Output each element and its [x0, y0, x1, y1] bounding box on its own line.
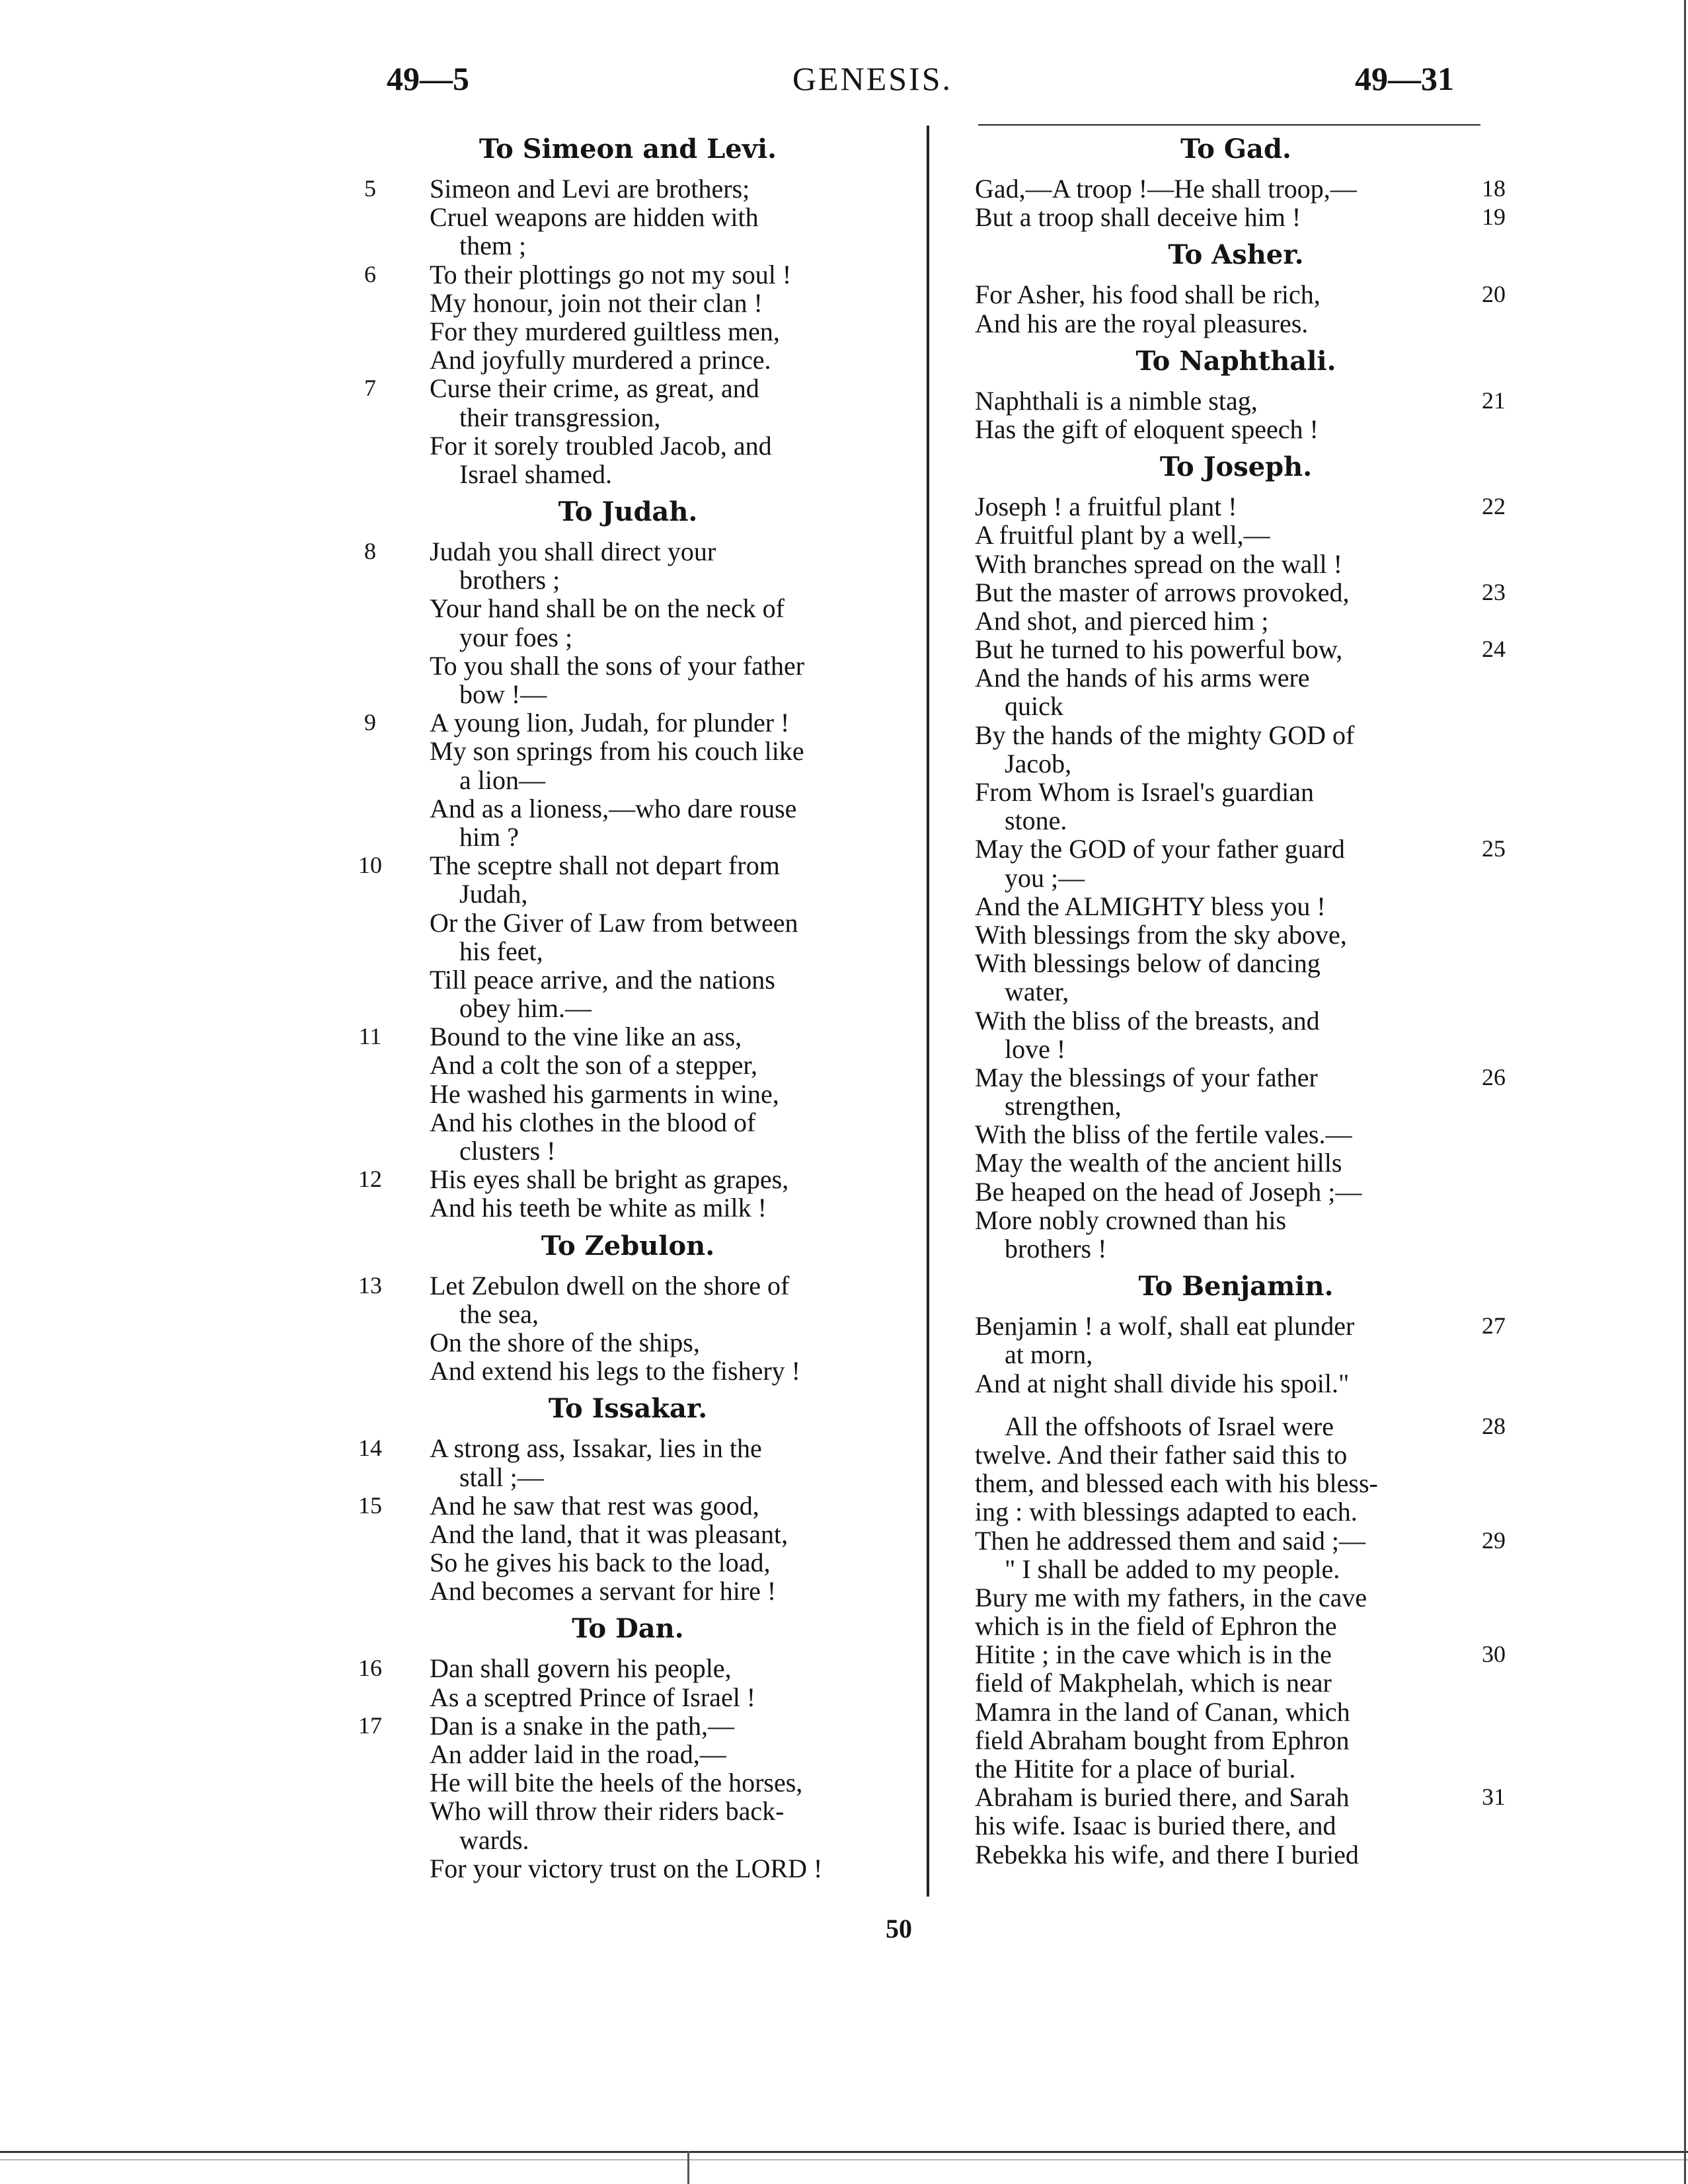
verse-line — [344, 566, 912, 594]
verse-line — [962, 1120, 1510, 1148]
verse-text: their transgression, — [459, 402, 661, 432]
verse-line — [962, 1063, 1510, 1092]
verse-text: And extend his legs to the fishery ! — [430, 1356, 800, 1386]
verse-text: His eyes shall be bright as grapes, — [430, 1164, 789, 1195]
verse-line — [344, 1165, 912, 1193]
verse-text: And his teeth be white as milk ! — [430, 1193, 767, 1223]
verse-number: 17 — [358, 1712, 382, 1739]
verse-text: Bound to the vine like an ass, — [430, 1022, 742, 1052]
verse-line — [962, 921, 1510, 949]
verse-text: He will bite the heels of the horses, — [430, 1768, 803, 1798]
verse-text: the Hitite for a place of burial. — [975, 1754, 1296, 1784]
verse-text: Abraham is buried there, and Sarah — [975, 1782, 1350, 1813]
verse-line — [344, 1712, 912, 1740]
section-heading: To Simeon and Levi. — [479, 133, 777, 165]
verse-text: Naphthali is a nimble stag, — [975, 385, 1258, 416]
verse-line — [344, 1271, 912, 1300]
verse-line — [344, 594, 912, 622]
verse-text: A young lion, Judah, for plunder ! — [430, 708, 790, 738]
verse-line — [962, 492, 1510, 521]
verse-text: them, and blessed each with his bless- — [975, 1468, 1378, 1499]
verse-line — [962, 1206, 1510, 1234]
verse-line — [962, 387, 1510, 415]
verse-text: Bury me with my fathers, in the cave — [975, 1582, 1367, 1612]
verse-text: For they murdered guiltless men, — [430, 316, 780, 346]
verse-line — [344, 794, 912, 823]
verse-text: And the hands of his arms were — [975, 663, 1310, 693]
section-heading: To Dan. — [572, 1613, 684, 1645]
header-left-reference: 49—5 — [387, 60, 469, 97]
verse-number: 13 — [358, 1271, 382, 1299]
section-heading: To Joseph. — [1159, 451, 1313, 483]
verse-number: 18 — [1482, 175, 1506, 202]
verse-text: ing : with blessings adapted to each. — [975, 1497, 1358, 1527]
verse-line — [962, 1148, 1510, 1177]
verse-number: 5 — [364, 175, 376, 202]
verse-text: " I shall be added to my people. — [1005, 1554, 1340, 1584]
verse-text: Dan is a snake in the path,— — [430, 1710, 734, 1741]
verse-line — [344, 1051, 912, 1079]
verse-number: 11 — [358, 1023, 382, 1050]
verse-line — [344, 1768, 912, 1797]
verse-text: water, — [1005, 977, 1069, 1007]
verse-number: 25 — [1482, 835, 1506, 862]
verse-line — [344, 374, 912, 402]
verse-text: All the offshoots of Israel were — [1005, 1411, 1334, 1441]
verse-line — [344, 203, 912, 231]
verse-text: As a sceptred Prince of Israel ! — [430, 1682, 756, 1712]
page-number: 50 — [886, 1914, 912, 1943]
verse-line — [962, 1640, 1510, 1669]
verse-text: May the GOD of your father guard — [975, 834, 1345, 864]
verse-number: 9 — [364, 709, 376, 736]
verse-text: the sea, — [459, 1299, 539, 1329]
section-heading: To Naphthali. — [1135, 345, 1336, 377]
verse-text: But he turned to his powerful bow, — [975, 634, 1343, 665]
verse-line — [962, 692, 1510, 720]
verse-line — [962, 864, 1510, 892]
verse-text: Then he addressed them and said ;— — [975, 1525, 1365, 1556]
verse-text: obey him.— — [459, 993, 592, 1024]
verse-line — [962, 892, 1510, 921]
verse-line — [344, 1137, 912, 1165]
verse-number: 27 — [1482, 1312, 1506, 1339]
verse-text: Simeon and Levi are brothers; — [430, 174, 750, 204]
verse-text: clusters ! — [459, 1136, 556, 1166]
verse-line — [962, 1369, 1510, 1398]
verse-number: 26 — [1482, 1063, 1506, 1090]
verse-number: 7 — [364, 375, 376, 402]
verse-line — [344, 680, 912, 708]
verse-text: Benjamin ! a wolf, shall eat plunder — [975, 1311, 1355, 1341]
verse-number: 20 — [1482, 281, 1506, 308]
verse-line — [344, 260, 912, 289]
verse-text: With the bliss of the fertile vales.— — [975, 1119, 1352, 1150]
verse-line — [962, 280, 1510, 309]
verse-text: And as a lioness,—who dare rouse — [430, 793, 797, 823]
verse-line — [962, 949, 1510, 977]
verse-text: On the shore of the ships, — [430, 1327, 700, 1357]
verse-text: And his clothes in the blood of — [430, 1107, 756, 1137]
section-heading: To Gad. — [1180, 133, 1291, 165]
verse-text: May the blessings of your father — [975, 1062, 1318, 1092]
verse-text: And at night shall divide his spoil." — [975, 1368, 1350, 1398]
verse-line — [962, 1234, 1510, 1263]
verse-line — [962, 1526, 1510, 1555]
verse-text: stone. — [1005, 806, 1067, 836]
verse-line — [962, 1412, 1510, 1441]
verse-line — [344, 1328, 912, 1357]
verse-line — [962, 1312, 1510, 1340]
verse-line — [962, 1092, 1510, 1120]
verse-text: brothers ! — [1005, 1234, 1107, 1263]
verse-number: 28 — [1482, 1412, 1506, 1439]
verse-line — [962, 1726, 1510, 1754]
verse-text: a lion— — [459, 765, 545, 795]
verse-text: his wife. Isaac is buried there, and — [975, 1811, 1336, 1841]
verse-text: Joseph ! a fruitful plant ! — [975, 492, 1237, 522]
verse-text: at morn, — [1005, 1339, 1093, 1370]
verse-text: Hitite ; in the cave which is in the — [975, 1639, 1332, 1670]
verse-line — [344, 432, 912, 460]
verse-text: Dan shall govern his people, — [430, 1653, 732, 1684]
verse-line — [962, 806, 1510, 835]
verse-line — [344, 994, 912, 1022]
verse-line — [344, 1683, 912, 1712]
verse-text: stall ;— — [459, 1462, 544, 1492]
verse-line — [962, 1698, 1510, 1726]
verse-line — [962, 835, 1510, 863]
verse-line — [344, 1826, 912, 1854]
verse-line — [344, 1080, 912, 1108]
verse-text: Who will throw their riders back- — [430, 1796, 785, 1826]
verse-text: And he saw that rest was good, — [430, 1490, 759, 1521]
verse-text: Your hand shall be on the neck of — [430, 593, 785, 624]
section-heading: To Judah. — [558, 496, 698, 528]
verse-text: A fruitful plant by a well,— — [975, 520, 1270, 550]
verse-line — [962, 663, 1510, 692]
verse-number: 14 — [358, 1435, 382, 1462]
verse-text: him ? — [459, 821, 519, 852]
verse-text: love ! — [1005, 1034, 1066, 1064]
left-column — [344, 126, 912, 1883]
verse-text: Gad,—A troop !—He shall troop,— — [975, 174, 1357, 204]
verse-number: 6 — [364, 260, 376, 287]
verse-text: For Asher, his food shall be rich, — [975, 280, 1321, 310]
verse-line — [962, 1840, 1510, 1869]
verse-line — [344, 231, 912, 260]
section-heading: To Issakar. — [548, 1393, 708, 1425]
verse-line — [344, 965, 912, 994]
verse-text: you ;— — [1005, 862, 1085, 893]
verse-line — [344, 1797, 912, 1825]
verse-line — [344, 652, 912, 680]
verse-text: Judah, — [459, 879, 528, 909]
verse-line — [344, 1854, 912, 1883]
verse-text: My honour, join not their clan ! — [430, 287, 763, 318]
verse-text: For your victory trust on the LORD ! — [430, 1853, 823, 1883]
verse-line — [344, 289, 912, 317]
verse-line — [962, 1469, 1510, 1497]
verse-line — [962, 174, 1510, 203]
verse-line — [344, 937, 912, 965]
verse-text: Or the Giver of Law from between — [430, 907, 798, 938]
verse-line — [344, 174, 912, 203]
verse-line — [962, 1754, 1510, 1783]
verse-text: But a troop shall deceive him ! — [975, 202, 1301, 233]
verse-line — [344, 1193, 912, 1222]
verse-text: Has the gift of eloquent speech ! — [975, 414, 1319, 444]
verse-line — [344, 1491, 912, 1520]
verse-text: From Whom is Israel's guardian — [975, 777, 1315, 807]
verse-line — [344, 909, 912, 937]
verse-line — [344, 851, 912, 880]
verse-text: quick — [1005, 691, 1063, 722]
verse-line — [344, 708, 912, 737]
verse-number: 15 — [358, 1491, 382, 1519]
verse-number: 30 — [1482, 1641, 1506, 1668]
verse-text: Let Zebulon dwell on the shore of — [430, 1270, 790, 1300]
verse-line — [962, 1555, 1510, 1583]
verse-line — [344, 1108, 912, 1137]
verse-line — [962, 1783, 1510, 1811]
verse-text: More nobly crowned than his — [975, 1205, 1287, 1235]
verse-line — [344, 1463, 912, 1491]
verse-line — [962, 550, 1510, 578]
verse-text: And his are the royal pleasures. — [975, 308, 1309, 338]
verse-number: 21 — [1482, 387, 1506, 414]
verse-text: May the wealth of the ancient hills — [975, 1148, 1342, 1178]
verse-line — [344, 1548, 912, 1577]
verse-text: which is in the field of Ephron the — [975, 1611, 1337, 1641]
verse-text: With blessings from the sky above, — [975, 919, 1347, 950]
header-book-title: GENESIS. — [792, 60, 953, 97]
section-heading: To Benjamin. — [1138, 1271, 1334, 1302]
verse-text: So he gives his back to the load, — [430, 1548, 771, 1578]
verse-line — [344, 1654, 912, 1682]
verse-text: field of Makphelah, which is near — [975, 1668, 1332, 1698]
verse-line — [344, 317, 912, 346]
verse-text: He washed his garments in wine, — [430, 1078, 779, 1109]
verse-text: Cruel weapons are hidden with — [430, 202, 759, 233]
verse-line — [962, 1669, 1510, 1697]
verse-text: With blessings below of dancing — [975, 948, 1321, 979]
verse-text: And the ALMIGHTY bless you ! — [975, 891, 1326, 921]
verse-text: brothers ; — [459, 565, 560, 595]
paragraph-gap — [962, 1398, 1510, 1412]
bottom-rule — [0, 2151, 1688, 2153]
verse-line — [962, 778, 1510, 806]
verse-text: And a colt the son of a stepper, — [430, 1050, 758, 1080]
verse-line — [962, 1006, 1510, 1035]
verse-number: 19 — [1482, 204, 1506, 231]
verse-text: My son springs from his couch like — [430, 736, 804, 767]
verse-line — [344, 1434, 912, 1462]
verse-text: twelve. And their father said this to — [975, 1439, 1348, 1470]
section-heading: To Asher. — [1168, 239, 1304, 271]
verse-text: And shot, and pierced him ; — [975, 605, 1269, 636]
column-divider — [927, 126, 929, 1897]
verse-text: By the hands of the mighty GOD of — [975, 720, 1355, 750]
verse-number: 31 — [1482, 1784, 1506, 1811]
verse-line — [344, 460, 912, 488]
verse-number: 24 — [1482, 636, 1506, 663]
verse-text: Rebekka his wife, and there I buried — [975, 1839, 1359, 1869]
verse-line — [962, 1497, 1510, 1526]
verse-text: his feet, — [459, 936, 543, 966]
verse-text: And becomes a servant for hire ! — [430, 1576, 777, 1606]
verse-text: And the land, that it was pleasant, — [430, 1519, 788, 1549]
verse-line — [344, 1300, 912, 1328]
verse-text: For it sorely troubled Jacob, and — [430, 430, 772, 461]
verse-number: 23 — [1482, 578, 1506, 605]
header-right-reference: 49—31 — [1355, 60, 1454, 97]
verse-text: But the master of arrows provoked, — [975, 577, 1350, 607]
verse-text: Be heaped on the head of Joseph ;— — [975, 1176, 1362, 1207]
verse-line — [962, 203, 1510, 231]
verse-text: A strong ass, Issakar, lies in the — [430, 1433, 762, 1464]
verse-text: your foes ; — [459, 622, 573, 652]
verse-line — [344, 1022, 912, 1051]
verse-line — [962, 1612, 1510, 1640]
verse-text: Judah you shall direct your — [430, 537, 716, 567]
verse-line — [962, 1811, 1510, 1840]
verse-line — [344, 766, 912, 794]
verse-line — [962, 309, 1510, 338]
verse-line — [962, 578, 1510, 607]
verse-line — [344, 1577, 912, 1605]
verse-text: Mamra in the land of Canan, which — [975, 1696, 1350, 1727]
verse-text: Curse their crime, as great, and — [430, 373, 759, 404]
verse-line — [344, 537, 912, 566]
verse-number: 29 — [1482, 1526, 1506, 1554]
verse-line — [344, 880, 912, 908]
verse-text: And joyfully murdered a prince. — [430, 345, 771, 375]
bottom-tick-mark — [687, 2151, 689, 2184]
verse-line — [344, 403, 912, 432]
verse-line — [344, 1357, 912, 1385]
section-heading: To Zebulon. — [541, 1230, 715, 1261]
verse-line — [962, 1441, 1510, 1469]
verse-text: Till peace arrive, and the nations — [430, 964, 775, 995]
verse-text: Jacob, — [1005, 748, 1072, 778]
verse-line — [962, 415, 1510, 443]
verse-line — [344, 823, 912, 851]
verse-number: 12 — [358, 1166, 382, 1193]
verse-text: field Abraham bought from Ephron — [975, 1725, 1350, 1755]
verse-line — [962, 635, 1510, 663]
page-edge-line — [1684, 0, 1686, 2184]
verse-line — [344, 623, 912, 652]
verse-line — [344, 737, 912, 765]
verse-text: bow !— — [459, 679, 547, 709]
verse-text: strengthen, — [1005, 1091, 1122, 1121]
verse-text: Israel shamed. — [459, 459, 613, 489]
verse-line — [962, 521, 1510, 549]
verse-line — [962, 749, 1510, 778]
verse-line — [344, 346, 912, 374]
verse-text: To their plottings go not my soul ! — [430, 259, 792, 289]
verse-line — [962, 607, 1510, 635]
verse-text: wards. — [459, 1825, 529, 1855]
verse-line — [962, 1583, 1510, 1612]
verse-number: 8 — [364, 538, 376, 565]
verse-text: them ; — [459, 231, 527, 261]
verse-line — [344, 1520, 912, 1548]
verse-number: 16 — [358, 1655, 382, 1682]
verse-line — [344, 1740, 912, 1768]
right-column — [962, 126, 1510, 1869]
verse-line — [962, 721, 1510, 749]
verse-line — [962, 1178, 1510, 1206]
verse-line — [962, 1340, 1510, 1369]
verse-number: 10 — [358, 852, 382, 879]
verse-number: 22 — [1482, 493, 1506, 520]
verse-text: To you shall the sons of your father — [430, 650, 805, 681]
verse-text: An adder laid in the road,— — [430, 1739, 726, 1769]
verse-line — [962, 1035, 1510, 1063]
verse-text: The sceptre shall not depart from — [430, 850, 780, 881]
verse-text: With branches spread on the wall ! — [975, 548, 1342, 579]
verse-text: With the bliss of the breasts, and — [975, 1005, 1320, 1036]
verse-line — [962, 977, 1510, 1006]
